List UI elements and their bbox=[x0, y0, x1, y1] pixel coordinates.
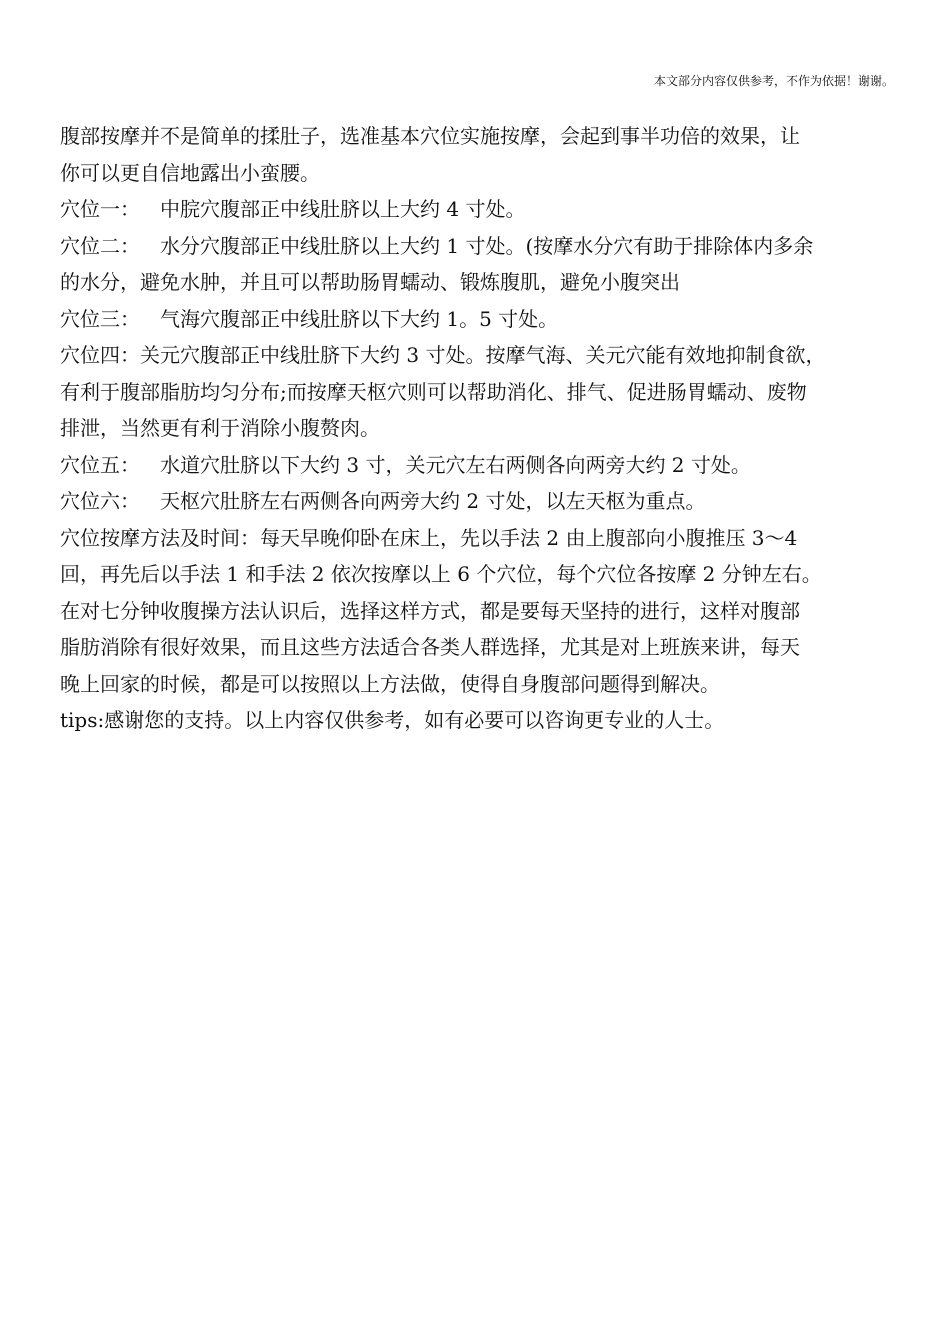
acupoint-4-continuation-1: 有利于腹部脂肪均匀分布;而按摩天枢穴则可以帮助消化、排气、促进肠胃蠕动、废物 bbox=[60, 379, 807, 404]
summary-line-3: 晚上回家的时候，都是可以按照以上方法做，使得自身腹部问题得到解决。 bbox=[60, 671, 720, 696]
acupoint-1-text: 中脘穴腹部正中线肚脐以上大约 4 寸处。 bbox=[160, 197, 526, 221]
article-body bbox=[60, 118, 892, 739]
acupoint-1-label: 穴位一： bbox=[60, 197, 140, 221]
header-disclaimer: 本文部分内容仅供参考，不作为依据！谢谢。 bbox=[653, 74, 894, 88]
acupoint-2-continuation: 的水分，避免水肿，并且可以帮助肠胃蠕动、锻炼腹肌，避免小腹突出 bbox=[60, 270, 680, 294]
summary-line-1: 在对七分钟收腹操方法认识后，选择这样方式，都是要每天坚持的进行，这样对腹部 bbox=[60, 598, 800, 623]
acupoint-2-label: 穴位二： bbox=[60, 233, 140, 258]
acupoint-6 bbox=[60, 483, 892, 520]
acupoint-5-text: 水道穴肚脐以下大约 3 寸，关元穴左右两侧各向两旁大约 2 寸处。 bbox=[160, 452, 751, 477]
acupoint-3 bbox=[60, 301, 892, 338]
acupoint-5 bbox=[60, 447, 892, 484]
acupoint-3-text: 气海穴腹部正中线肚脐以下大约 1。5 寸处。 bbox=[160, 306, 559, 331]
tips-text: tips:感谢您的支持。以上内容仅供参考，如有必要可以咨询更专业的人士。 bbox=[60, 708, 725, 732]
acupoint-3-label: 穴位三： bbox=[60, 306, 140, 331]
acupoint-2 bbox=[60, 228, 892, 301]
method-line-2: 回，再先后以手法 1 和手法 2 依次按摩以上 6 个穴位，每个穴位各按摩 2 分钟左右。 bbox=[60, 562, 822, 586]
intro-line-1: 腹部按摩并不是简单的揉肚子，选准基本穴位实施按摩，会起到事半功倍的效果，让 bbox=[60, 124, 800, 148]
acupoint-5-label: 穴位五： bbox=[60, 452, 140, 477]
acupoint-2-text: 水分穴腹部正中线肚脐以上大约 1 寸处。(按摩水分穴有助于排除体内多余 bbox=[160, 233, 814, 258]
acupoint-4 bbox=[60, 337, 892, 447]
intro-line-2: 你可以更自信地露出小蛮腰。 bbox=[60, 160, 320, 185]
acupoint-4-continuation-2: 排泄，当然更有利于消除小腹赘肉。 bbox=[60, 416, 380, 440]
acupoint-6-label: 穴位六： bbox=[60, 489, 140, 513]
acupoint-6-text: 天枢穴肚脐左右两侧各向两旁大约 2 寸处，以左天枢为重点。 bbox=[160, 489, 706, 513]
summary-paragraph bbox=[60, 593, 892, 703]
method-paragraph bbox=[60, 520, 892, 593]
method-line-1: 穴位按摩方法及时间：每天早晚仰卧在床上，先以手法 2 由上腹部向小腹推压 3～4 bbox=[60, 525, 798, 550]
acupoint-4-text: 关元穴腹部正中线肚脐下大约 3 寸处。按摩气海、关元穴能有效地抑制食欲， bbox=[140, 343, 826, 367]
acupoint-1 bbox=[60, 191, 892, 228]
acupoint-4-label: 穴位四： bbox=[60, 343, 140, 367]
intro-paragraph bbox=[60, 118, 892, 191]
tips-paragraph bbox=[60, 702, 892, 739]
summary-line-2: 脂肪消除有很好效果，而且这些方法适合各类人群选择，尤其是对上班族来讲，每天 bbox=[60, 635, 800, 659]
